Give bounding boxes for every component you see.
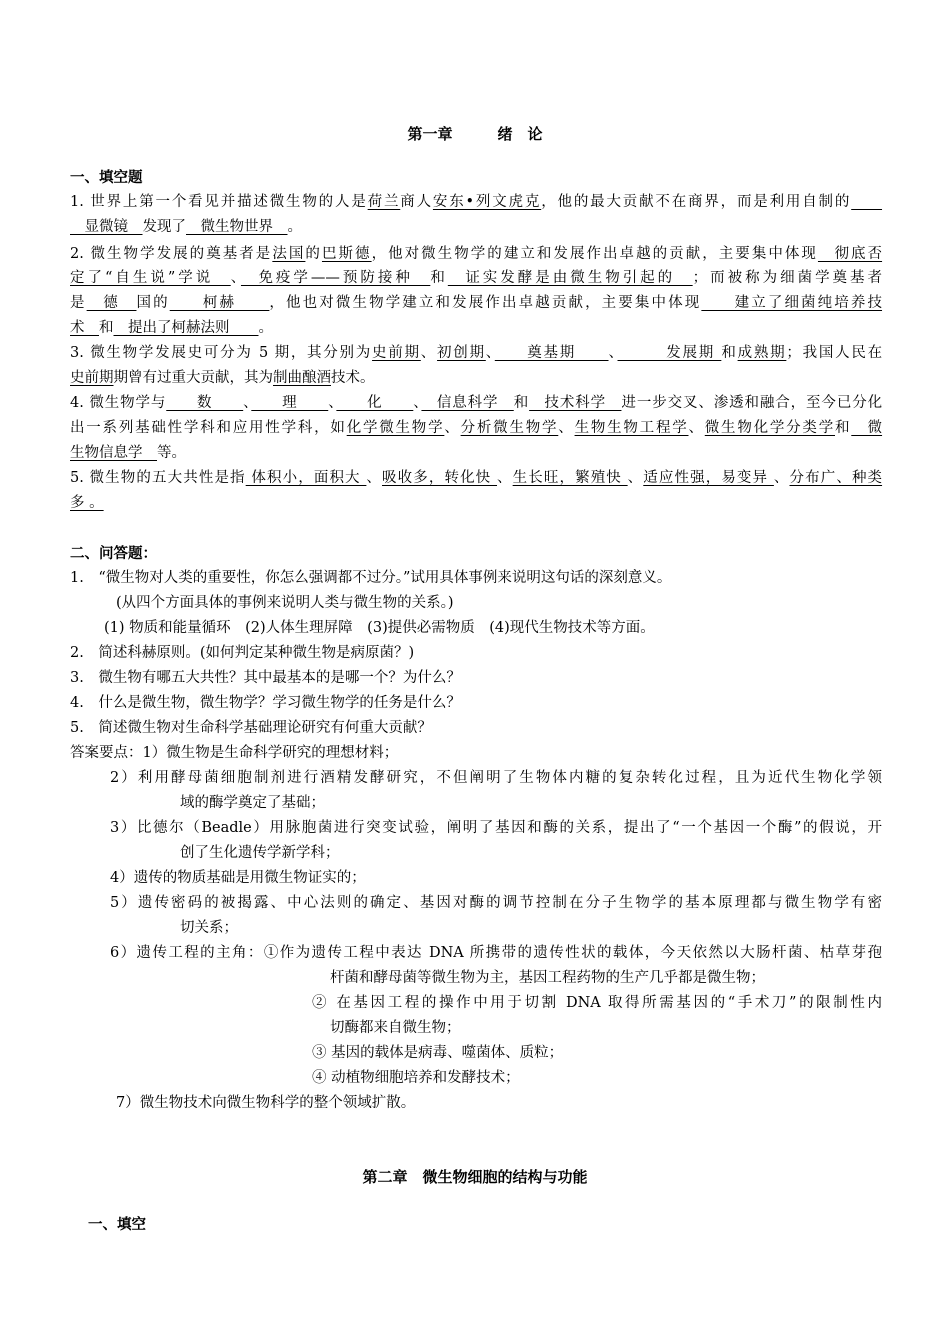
q2-line-4: 术 和 提出了柯赫法则 。 bbox=[70, 320, 273, 336]
q1-line-1: 1. 世界上第一个看见并描述微生物的人是荷兰商人安东•列文虎克，他的最大贡献不在商界，而是利用自制的 bbox=[70, 194, 852, 210]
q3-line-2: 史前期期曾有过重大贡献，其为制曲酿酒技术。 bbox=[70, 370, 375, 386]
section-fill-heading-ch2: 一、填空 bbox=[88, 1216, 146, 1233]
qa-line-7: 5. 简述微生物对生命科学基础理论研究有何重大贡献？ bbox=[70, 720, 432, 736]
q4-line-2: 出一系列基础性学科和应用性学科，如化学微生物学、分析微生物学、生物生物工程学、微生物化学分类学和 微 bbox=[70, 420, 883, 436]
qa-line-6: 4. 什么是微生物，微生物学？学习微生物学的任务是什么？ bbox=[70, 695, 461, 711]
qa-line-1: 1. “微生物对人类的重要性，你怎么强调都不过分。”试用具体事例来说明这句话的深刻意义。 bbox=[70, 570, 672, 586]
qa-line-4: 2. 简述科赫原则。(如何判定某种微生物是病原菌？) bbox=[70, 645, 415, 661]
q1-line-2: 显微镜 发现了 微生物世界 。 bbox=[70, 219, 302, 235]
section-fill-blank-heading: 一、填空题 bbox=[70, 169, 143, 186]
answer-point-4: 4）遗传的物质基础是用微生物证实的； bbox=[110, 870, 366, 886]
q2-line-1: 2. 微生物学发展的奠基者是法国的巴斯德，他对微生物学的建立和发展作出卓越的贡献，主要集中体现 彻底否 bbox=[70, 246, 883, 262]
section-qa-heading: 二、问答题： bbox=[70, 545, 157, 562]
answer-point-2-cont: 域的酶学奠定了基础； bbox=[180, 795, 325, 811]
answer-point-2: 2）利用酵母菌细胞制剂进行酒精发酵研究，不但阐明了生物体内糖的复杂转化过程，且为近代生物化学领 bbox=[110, 770, 882, 786]
answer-point-6-item-2: ② 在基因工程的操作中用于切割 DNA 取得所需基因的“手术刀”的限制性内 bbox=[312, 995, 882, 1011]
answer-point-6-cont: 杆菌和酵母菌等微生物为主，基因工程药物的生产几乎都是微生物； bbox=[330, 970, 765, 986]
chapter-1-title: 第一章 绪 论 bbox=[407, 125, 543, 143]
answer-point-3: 3）比德尔（Beadle）用脉胞菌进行突变试验，阐明了基因和酶的关系，提出了“一个基因一个酶”的假说，开 bbox=[110, 820, 882, 836]
q3-line-1: 3. 微生物学发展史可分为 5 期，其分别为史前期、初创期、 奠基期 、 发展期 和成熟期；我国人民在 bbox=[70, 345, 883, 361]
q2-line-3: 是 德 国的 柯赫 ，他也对微生物学建立和发展作出卓越贡献，主要集中体现 建立了细菌纯培养技 bbox=[70, 295, 883, 311]
qa-line-5: 3. 微生物有哪五大共性？其中最基本的是哪一个？为什么？ bbox=[70, 670, 461, 686]
q2-line-2: 定了“自生说”学说 、 免疫学——预防接种 和 证实发酵是由微生物引起的 ；而被称为细菌学奠基者 bbox=[70, 270, 883, 286]
chapter-2-title: 第二章 微生物细胞的结构与功能 bbox=[362, 1168, 588, 1186]
qa-line-3: (1) 物质和能量循环 (2)人体生理屏障 (3)提供必需物质 (4)现代生物技术等方面。 bbox=[104, 620, 655, 636]
answer-point-5: 5）遗传密码的被揭露、中心法则的确定、基因对酶的调节控制在分子生物学的基本原理都与微生物学有密 bbox=[110, 895, 882, 911]
answer-point-1: 答案要点：1）微生物是生命科学研究的理想材料； bbox=[70, 745, 399, 761]
answer-point-6-item-2-cont: 切酶都来自微生物； bbox=[330, 1020, 461, 1036]
answer-point-6-item-3: ③ 基因的载体是病毒、噬菌体、质粒； bbox=[312, 1045, 564, 1061]
q4-line-3: 生物信息学 等。 bbox=[70, 445, 186, 461]
qa-line-2: (从四个方面具体的事例来说明人类与微生物的关系。) bbox=[116, 595, 454, 611]
answer-point-6: 6）遗传工程的主角：①作为遗传工程中表达 DNA 所携带的遗传性状的载体，今天依然以大肠杆菌、枯草芽孢 bbox=[110, 945, 882, 961]
answer-point-7: 7）微生物技术向微生物科学的整个领域扩散。 bbox=[116, 1095, 416, 1111]
answer-point-3-cont: 创了生化遗传学新学科； bbox=[180, 845, 340, 861]
answer-point-6-item-4: ④ 动植物细胞培养和发酵技术； bbox=[312, 1070, 520, 1086]
q5-line-1: 5. 微生物的五大共性是指 体积小，面积大 、吸收多，转化快 、生长旺，繁殖快 、适应性强，易变异 、分布广、种类 bbox=[70, 470, 883, 486]
q4-line-1: 4. 微生物学与 数 、 理 、 化 、 信息科学 和 技术科学 进一步交叉、渗透和融合，至今已分化 bbox=[70, 395, 883, 411]
q5-line-2: 多 。 bbox=[70, 495, 104, 511]
answer-point-5-cont: 切关系； bbox=[180, 920, 238, 936]
